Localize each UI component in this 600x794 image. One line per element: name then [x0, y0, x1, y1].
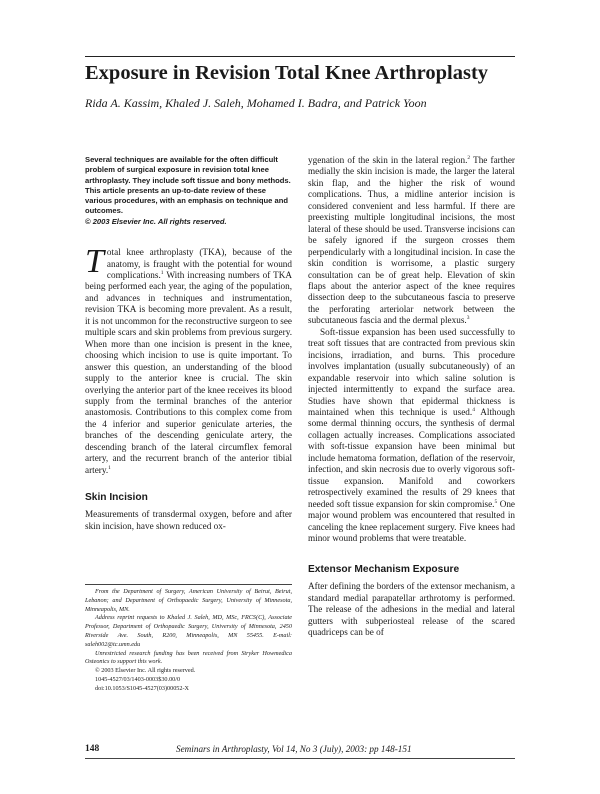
footnote-issn: 1045-4527/03/1403-0003$30.00/0 [95, 675, 181, 683]
right-text-1a: ygenation of the skin in the lateral region. [308, 155, 468, 165]
footnote-funding: Unrestricted research funding has been received from Stryker Howmedica Osteonics to support this work. [85, 649, 292, 666]
footnote-copyright-line: © 2003 Elsevier Inc. All rights reserved. [95, 667, 196, 675]
ref-sup: 2 [467, 154, 471, 161]
right-paragraph-3: After defining the borders of the extensor mechanism, a standard medial parapatellar arthrotomy is performed. The release of the adhesions in the medial and lateral gutters with subperiosteal release of the scared quadriceps can be of [308, 581, 515, 638]
ref-sup: 1 [160, 269, 164, 276]
section-heading-extensor: Extensor Mechanism Exposure [308, 564, 460, 576]
right-column [308, 155, 515, 639]
abstract-text: Several techniques are available for the often difficult problem of surgical exposure in revision total knee arthroplasty. They include soft tissue and bony methods. This article presents an up-to-date review of these various procedures, with an emphasis on technique and outcomes. [85, 155, 291, 216]
footnote-doi: doi:10.1053/S1045-4527(03)00052-X [95, 684, 190, 692]
right-text-2b: Although some dermal thinning occurs, the synthesis of dermal collagen actually increases. Complications associated with soft-tissue expansion have been minimal but include hematoma formation, deflation of the reservoir, infection, and skin necrosis due to overly vigorous soft-tissue expansion. Manifold and coworkers retrospectively examined the results of 29 knees that needed soft tissue expansion for skin compromise. [308, 406, 515, 509]
intro-paragraph [85, 243, 292, 476]
ref-sup: 4 [472, 406, 475, 413]
article-authors: Rida A. Kassim, Khaled J. Saleh, Mohamed I. Badra, and Patrick Yoon [85, 96, 427, 110]
intro-text-a: otal knee arthroplasty (TKA), because of the anatomy, is fraught with the potential for wound complications. [106, 247, 292, 280]
ref-sup: 1 [108, 464, 111, 471]
right-text-2a: Soft-tissue expansion has been used successfully to treat soft tissues that are contracted from previous skin incisions, irradiation, and burns. This procedure involves implantation (usually subcutaneously) of an expandable reservoir into which saline solution is injected intermittently to expand the surface area. Studies have shown that epidermal thickness is maintained when this technique is used. [308, 326, 515, 417]
left-column [85, 155, 292, 532]
article-title: Exposure in Revision Total Knee Arthroplasty [85, 62, 489, 84]
page-number: 148 [85, 744, 100, 754]
right-paragraph-2 [308, 327, 515, 545]
intro-text-b: With increasing numbers of TKA being performed each year, the aging of the population, and advances in techniques and instrumentation, revision TKA is becoming more prevalent. As a result, it is not uncommon for the reconstructive surgeon to see multiple scars and skin problems from previous surgery. When more than one incision is present in the knee, choosing which incision to use is quite important. To answer this question, an understanding of the blood supply to the anterior knee is crucial. The skin overlying the anterior part of the knee receives its blood supply from the terminal branches of the anterior anastomosis. Contributions to this complex come from the 4 inferior and superior geniculate arteries, the branches of the descending geniculate artery, the descending branch of the lateral circumflex femoral artery, and the recurrent branch of the anterior tibial artery. [85, 269, 292, 475]
footnote-affiliation: From the Department of Surgery, American University of Beirut, Beirut, Lebanon; and Department of Orthopaedic Surgery, University of Minnesota, Minneapolis, MN. [85, 588, 292, 613]
footnote-copyright [85, 667, 292, 693]
right-text-1b: The farther medially the skin incision is made, the larger the lateral skin flap, and the higher the risk of wound complications. Thus, a midline anterior incision is considered convenient and less harmful. If there are preexisting multiple longitudinal incisions, the most lateral of these should be used. Transverse incisions can be safely ignored if the surgeon crosses them perpendicularly with a longitudinal incision. In case the skin condition is worrisome, a plastic surgery consultation can be of great help. Elevation of skin flaps about the anterior aspect of the knee requires dissection deep to the subcutaneous fascia to preserve the perforating arteriolar network between the subcutaneous fascia and the dermal plexus. [308, 155, 515, 326]
header-rule [85, 56, 515, 57]
footer-rule [85, 758, 515, 759]
drop-cap: T [85, 243, 104, 281]
ref-sup: 3 [466, 315, 470, 322]
footnote-reprint: Address reprint requests to Khaled J. Saleh, MD, MSc, FRCS(C), Associate Professor, Department of Orthopaedic Surgery, University of Minnesota, 2450 Riverside Ave. South, R200, Minneapolis, MN 55455. E-mail: saleh002@tc.umn.edu [85, 614, 292, 648]
skin-incision-paragraph: Measurements of transdermal oxygen, before and after skin incision, have shown reduced ox- [85, 509, 292, 531]
right-text-2c: One major wound problem was encountered that resulted in canceling the knee replacement surgery. Five knees had minor wound problems that were treatable. [308, 498, 516, 543]
footnote-rule [85, 584, 292, 585]
ref-sup: 5 [494, 498, 498, 505]
footnotes [85, 584, 292, 694]
right-paragraph-1 [308, 155, 515, 327]
abstract [85, 155, 292, 227]
section-heading-skin-incision: Skin Incision [85, 492, 148, 504]
journal-citation: Seminars in Arthroplasty, Vol 14, No 3 (July), 2003: pp 148-151 [176, 744, 412, 754]
abstract-copyright: © 2003 Elsevier Inc. All rights reserved. [85, 216, 227, 226]
